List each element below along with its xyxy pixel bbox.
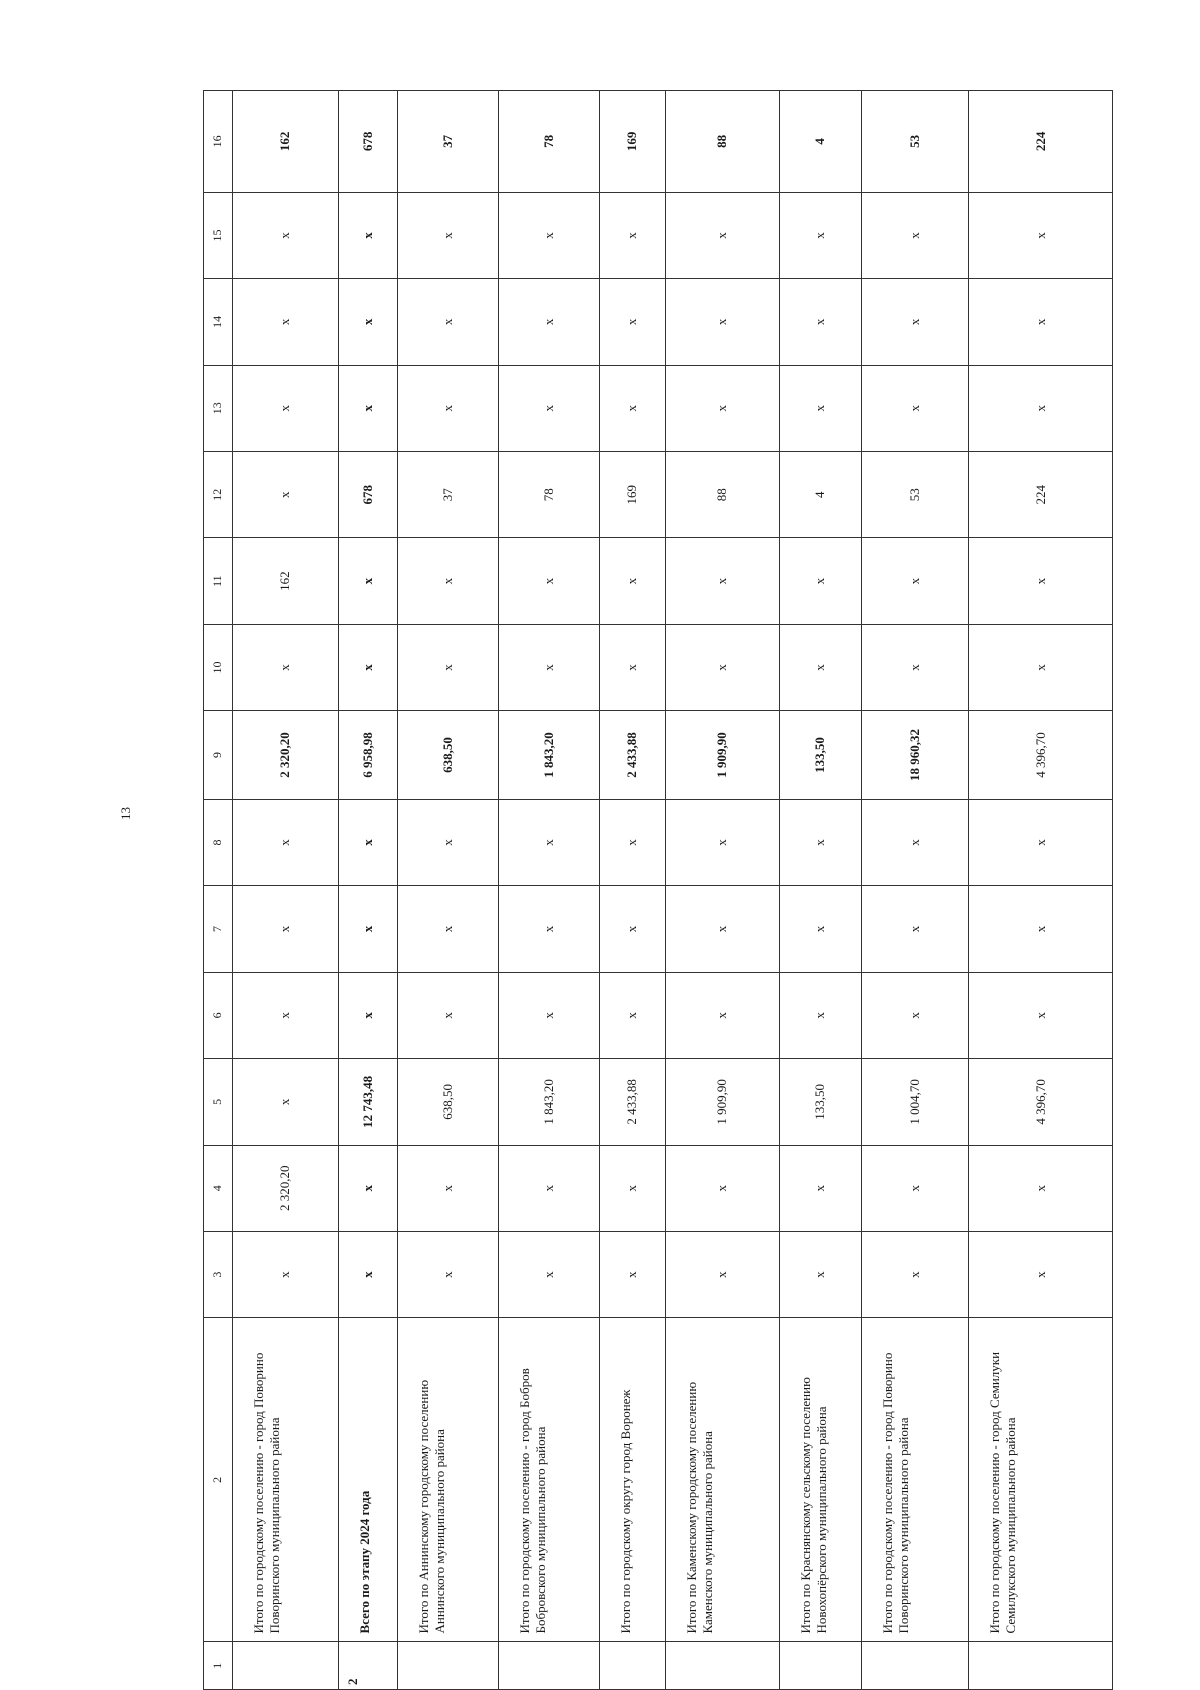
column-header: 2 xyxy=(204,1318,233,1642)
table-cell: x xyxy=(665,192,779,278)
row-name: Итого по городскому округу город Воронеж xyxy=(599,1318,665,1642)
column-header: 14 xyxy=(204,279,233,365)
table-body xyxy=(204,91,1113,1690)
table-cell: x xyxy=(969,538,1113,624)
table-cell: 638,50 xyxy=(397,711,498,800)
table-cell: 638,50 xyxy=(397,1059,498,1145)
table-cell: x xyxy=(969,1231,1113,1317)
table-cell: 6 958,98 xyxy=(339,711,398,800)
column-header: 9 xyxy=(204,711,233,800)
table-cell: x xyxy=(969,799,1113,885)
row-number xyxy=(779,1642,861,1690)
rotated-table-wrapper xyxy=(203,90,1113,1690)
table-cell: x xyxy=(969,279,1113,365)
table-cell: 133,50 xyxy=(779,711,861,800)
column-header: 13 xyxy=(204,365,233,451)
table-cell: x xyxy=(498,538,599,624)
row-number: 2 xyxy=(339,1642,398,1690)
table-cell: x xyxy=(599,886,665,972)
table-cell: 678 xyxy=(339,451,398,537)
table-cell: x xyxy=(599,192,665,278)
table-cell: x xyxy=(665,624,779,710)
row-number xyxy=(861,1642,969,1690)
column-header: 5 xyxy=(204,1059,233,1145)
table-cell: 4 xyxy=(779,451,861,537)
table-cell: x xyxy=(969,192,1113,278)
table-cell: x xyxy=(599,624,665,710)
table-cell: x xyxy=(232,1059,338,1145)
table-cell: x xyxy=(861,365,969,451)
table-cell: x xyxy=(779,799,861,885)
table-cell: x xyxy=(339,972,398,1058)
table-cell: x xyxy=(498,799,599,885)
column-header: 16 xyxy=(204,91,233,193)
table-cell: x xyxy=(397,624,498,710)
table-cell: x xyxy=(861,279,969,365)
table-cell: x xyxy=(339,538,398,624)
table-cell: 12 743,48 xyxy=(339,1059,398,1145)
table-cell: x xyxy=(779,365,861,451)
table-cell: x xyxy=(339,192,398,278)
table-cell: x xyxy=(861,972,969,1058)
table-cell: x xyxy=(339,1231,398,1317)
table-cell: 1 004,70 xyxy=(861,1059,969,1145)
table-cell: 1 843,20 xyxy=(498,711,599,800)
table-cell: x xyxy=(498,279,599,365)
table-cell: x xyxy=(779,538,861,624)
table-cell: 4 xyxy=(779,91,861,193)
table-cell: x xyxy=(498,886,599,972)
table-cell: x xyxy=(599,1145,665,1231)
table-cell: x xyxy=(397,799,498,885)
table-cell: x xyxy=(397,279,498,365)
column-header: 15 xyxy=(204,192,233,278)
table-cell: x xyxy=(498,1231,599,1317)
table-row xyxy=(861,91,969,1690)
table-cell: x xyxy=(498,624,599,710)
table-cell: 4 396,70 xyxy=(969,711,1113,800)
row-number xyxy=(969,1642,1113,1690)
table-cell: x xyxy=(232,799,338,885)
table-cell: x xyxy=(665,972,779,1058)
table-cell: x xyxy=(665,886,779,972)
table-cell: 1 843,20 xyxy=(498,1059,599,1145)
header-row xyxy=(204,91,233,1690)
table-cell: 18 960,32 xyxy=(861,711,969,800)
table-cell: x xyxy=(861,1231,969,1317)
table-row xyxy=(665,91,779,1690)
table-cell: 37 xyxy=(397,451,498,537)
table-cell: x xyxy=(232,624,338,710)
data-table xyxy=(203,90,1113,1690)
table-cell: 162 xyxy=(232,538,338,624)
table-cell: 678 xyxy=(339,91,398,193)
table-cell: 2 320,20 xyxy=(232,1145,338,1231)
table-cell: 53 xyxy=(861,451,969,537)
table-cell: x xyxy=(779,1231,861,1317)
table-cell: x xyxy=(397,192,498,278)
table-cell: x xyxy=(498,1145,599,1231)
column-header: 1 xyxy=(204,1642,233,1690)
table-cell: 53 xyxy=(861,91,969,193)
table-cell: x xyxy=(861,886,969,972)
table-cell: x xyxy=(232,365,338,451)
table-cell: x xyxy=(397,886,498,972)
table-cell: x xyxy=(969,972,1113,1058)
table-cell: 224 xyxy=(969,451,1113,537)
table-cell: x xyxy=(665,279,779,365)
row-name: Итого по Краснянскому сельскому поселению Новохопёрского муниципального района xyxy=(779,1318,861,1642)
table-cell: 1 909,90 xyxy=(665,1059,779,1145)
table-cell: x xyxy=(779,972,861,1058)
table-cell: x xyxy=(779,192,861,278)
table-cell: x xyxy=(599,972,665,1058)
table-cell: x xyxy=(861,624,969,710)
table-cell: 162 xyxy=(232,91,338,193)
table-cell: x xyxy=(665,365,779,451)
table-cell: x xyxy=(498,192,599,278)
table-cell: x xyxy=(599,1231,665,1317)
page-number: 13 xyxy=(118,807,133,820)
row-name: Итого по Каменскому городскому поселению Каменского муниципального района xyxy=(665,1318,779,1642)
row-number xyxy=(397,1642,498,1690)
table-cell: x xyxy=(232,886,338,972)
table-cell: x xyxy=(779,1145,861,1231)
table-cell: x xyxy=(232,1231,338,1317)
table-cell: x xyxy=(232,192,338,278)
table-cell: x xyxy=(339,1145,398,1231)
table-row xyxy=(339,91,398,1690)
row-name: Итого по городскому поселению - город Поворино Поворинского муниципального района xyxy=(232,1318,338,1642)
table-cell: x xyxy=(969,624,1113,710)
table-row xyxy=(397,91,498,1690)
row-name: Итого по городскому поселению - город Семилуки Семилукского муниципального района xyxy=(969,1318,1113,1642)
table-cell: x xyxy=(232,279,338,365)
row-number xyxy=(232,1642,338,1690)
table-cell: x xyxy=(599,538,665,624)
table-cell: x xyxy=(969,886,1113,972)
table-cell: 2 433,88 xyxy=(599,711,665,800)
table-cell: 169 xyxy=(599,451,665,537)
table-cell: x xyxy=(861,538,969,624)
table-cell: x xyxy=(665,538,779,624)
table-cell: x xyxy=(861,799,969,885)
table-cell: 88 xyxy=(665,451,779,537)
table-row xyxy=(779,91,861,1690)
table-cell: x xyxy=(339,799,398,885)
table-cell: x xyxy=(339,365,398,451)
table-cell: x xyxy=(498,365,599,451)
table-cell: 2 320,20 xyxy=(232,711,338,800)
row-name: Итого по городскому поселению - город Бобров Бобровского муниципального района xyxy=(498,1318,599,1642)
table-cell: x xyxy=(397,1231,498,1317)
row-number xyxy=(599,1642,665,1690)
row-number xyxy=(665,1642,779,1690)
table-cell: x xyxy=(397,365,498,451)
table-cell: x xyxy=(339,886,398,972)
table-cell: 78 xyxy=(498,91,599,193)
table-cell: x xyxy=(969,365,1113,451)
table-cell: x xyxy=(861,192,969,278)
table-cell: 37 xyxy=(397,91,498,193)
table-cell: 2 433,88 xyxy=(599,1059,665,1145)
table-cell: x xyxy=(599,365,665,451)
table-cell: x xyxy=(232,972,338,1058)
table-cell: 88 xyxy=(665,91,779,193)
row-name: Всего по этапу 2024 года xyxy=(339,1318,398,1642)
table-cell: 78 xyxy=(498,451,599,537)
table-cell: x xyxy=(232,451,338,537)
column-header: 8 xyxy=(204,799,233,885)
row-number xyxy=(498,1642,599,1690)
column-header: 7 xyxy=(204,886,233,972)
table-cell: x xyxy=(397,1145,498,1231)
table-cell: 224 xyxy=(969,91,1113,193)
row-name: Итого по Аннинскому городскому поселению Аннинского муниципального района xyxy=(397,1318,498,1642)
column-header: 4 xyxy=(204,1145,233,1231)
table-row xyxy=(232,91,338,1690)
column-header: 11 xyxy=(204,538,233,624)
table-cell: x xyxy=(397,972,498,1058)
table-cell: x xyxy=(779,886,861,972)
table-cell: x xyxy=(498,972,599,1058)
column-header: 10 xyxy=(204,624,233,710)
table-cell: 4 396,70 xyxy=(969,1059,1113,1145)
table-cell: x xyxy=(339,624,398,710)
column-header: 6 xyxy=(204,972,233,1058)
table-cell: x xyxy=(779,624,861,710)
table-row xyxy=(969,91,1113,1690)
row-name: Итого по городскому поселению - город Поворино Поворинского муниципального района xyxy=(861,1318,969,1642)
table-cell: x xyxy=(339,279,398,365)
table-cell: 133,50 xyxy=(779,1059,861,1145)
table-row xyxy=(599,91,665,1690)
column-header: 3 xyxy=(204,1231,233,1317)
table-cell: x xyxy=(599,279,665,365)
table-cell: 169 xyxy=(599,91,665,193)
table-cell: x xyxy=(665,1231,779,1317)
table-cell: x xyxy=(861,1145,969,1231)
table-cell: x xyxy=(599,799,665,885)
table-row xyxy=(498,91,599,1690)
table-cell: x xyxy=(779,279,861,365)
table-cell: 1 909,90 xyxy=(665,711,779,800)
table-cell: x xyxy=(665,1145,779,1231)
table-cell: x xyxy=(969,1145,1113,1231)
table-cell: x xyxy=(665,799,779,885)
table-cell: x xyxy=(397,538,498,624)
column-header: 12 xyxy=(204,451,233,537)
